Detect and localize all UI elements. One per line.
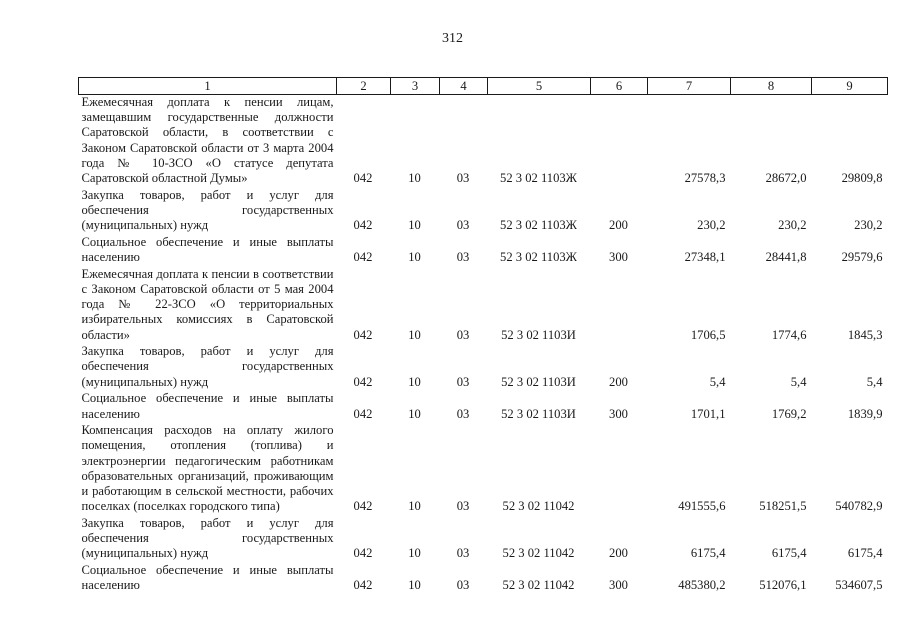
header-cell: 3 [391,78,440,95]
section-code: 10 [408,546,421,561]
table-row [79,95,888,188]
target-article: 52 3 02 1103Ж [500,218,577,233]
target-article: 52 3 02 11042 [502,578,575,593]
amount-col7: 27348,1 [684,250,726,265]
header-row [79,78,888,95]
amount-col7: 491555,6 [678,499,726,514]
table-row [79,423,888,516]
amount-col7: 6175,4 [690,546,726,561]
amount-col9: 540782,9 [835,499,883,514]
subsection-code: 03 [456,578,470,593]
expense-type: 300 [609,406,628,421]
ministry-code: 042 [353,171,373,186]
amount-col9: 1845,3 [847,327,883,342]
expense-type: 300 [609,578,628,593]
header-cell: 6 [591,78,648,95]
amount-col8: 518251,5 [759,499,807,514]
subsection-code: 03 [456,218,470,233]
header-cell: 4 [440,78,488,95]
expense-type: 200 [609,546,628,561]
subsection-code: 03 [456,250,470,265]
ministry-code: 042 [353,250,373,265]
section-code: 10 [408,406,421,421]
section-code: 10 [408,578,421,593]
ministry-code: 042 [353,499,373,514]
subsection-code: 03 [456,171,470,186]
amount-col7: 5,4 [709,374,726,389]
target-article: 52 3 02 11042 [502,546,575,561]
table-row [79,235,888,267]
ministry-code: 042 [353,374,373,389]
amount-col7: 1701,1 [690,406,726,421]
expense-name: Закупка товаров, работ и услуг для обеспечения государственных (муниципальных) нужд [81,515,334,561]
page-number: 312 [442,31,463,46]
target-article: 52 3 02 1103И [501,374,576,389]
header-cell: 8 [731,78,812,95]
section-code: 10 [408,218,421,233]
amount-col7: 27578,3 [684,171,726,186]
ministry-code: 042 [353,218,373,233]
amount-col8: 512076,1 [759,578,807,593]
section-code: 10 [408,250,421,265]
amount-col9: 5,4 [866,374,883,389]
table-row [79,188,888,235]
amount-col9: 29809,8 [841,171,883,186]
expense-type: 200 [609,218,628,233]
table-row [79,267,888,345]
expense-type: 200 [609,374,628,389]
expense-name: Ежемесячная доплата к пенсии лицам, замещавшим государственные должности Саратовской области, в соответствии с Законом Саратовской области от 3 марта 2004 года № 10-ЗСО «О статусе депутата Саратовской областной Думы» [81,95,334,186]
target-article: 52 3 02 1103И [501,327,576,342]
table-row [79,344,888,391]
amount-col7: 1706,5 [690,327,726,342]
target-article: 52 3 02 1103Ж [500,171,577,186]
expense-name: Социальное обеспечение и иные выплаты населению [81,391,334,421]
header-cell: 1 [79,78,337,95]
subsection-code: 03 [456,327,470,342]
expense-type [591,95,648,188]
expense-name: Закупка товаров, работ и услуг для обеспечения государственных (муниципальных) нужд [81,187,334,233]
subsection-code: 03 [456,499,470,514]
amount-col7: 230,2 [697,218,726,233]
section-code: 10 [408,499,421,514]
ministry-code: 042 [353,327,373,342]
amount-col8: 1769,2 [771,406,807,421]
amount-col9: 29579,6 [841,250,883,265]
header-cell: 7 [648,78,731,95]
expense-name: Социальное обеспечение и иные выплаты населению [81,563,334,593]
table-row [79,516,888,563]
subsection-code: 03 [456,546,470,561]
expense-name: Закупка товаров, работ и услуг для обеспечения государственных (муниципальных) нужд [81,344,334,389]
expense-name: Компенсация расходов на оплату жилого помещения, отопления (топлива) и электроэнергии педагогическим работникам образовательных организаций, проживающим и работающим в сельской местности, рабочих поселках (поселках городского типа) [81,423,334,514]
expense-type [591,423,648,516]
budget-table [78,77,888,595]
section-code: 10 [408,171,421,186]
ministry-code: 042 [353,578,373,593]
target-article: 52 3 02 1103Ж [500,250,577,265]
section-code: 10 [408,327,421,342]
target-article: 52 3 02 1103И [501,406,576,421]
header-cell: 9 [812,78,888,95]
header-cell: 2 [337,78,391,95]
table-row [79,391,888,423]
amount-col8: 230,2 [778,218,807,233]
amount-col7: 485380,2 [678,578,726,593]
amount-col9: 6175,4 [847,546,883,561]
target-article: 52 3 02 11042 [502,499,575,514]
amount-col8: 28441,8 [765,250,807,265]
amount-col9: 230,2 [854,218,883,233]
ministry-code: 042 [353,546,373,561]
header-cell: 5 [488,78,591,95]
amount-col8: 28672,0 [765,171,807,186]
expense-name: Социальное обеспечение и иные выплаты населению [81,234,334,265]
section-code: 10 [408,374,421,389]
amount-col8: 5,4 [790,374,807,389]
amount-col8: 1774,6 [771,327,807,342]
subsection-code: 03 [456,406,470,421]
subsection-code: 03 [456,374,470,389]
amount-col8: 6175,4 [771,546,807,561]
expense-type: 300 [609,250,628,265]
expense-name: Ежемесячная доплата к пенсии в соответствии с Законом Саратовской области от 5 мая 2004 года № 22-ЗСО «О территориальных избирательных комиссиях в Саратовской области» [81,266,334,342]
table-row [79,563,888,595]
expense-type [591,267,648,345]
ministry-code: 042 [353,406,373,421]
amount-col9: 1839,9 [847,406,883,421]
amount-col9: 534607,5 [835,578,883,593]
